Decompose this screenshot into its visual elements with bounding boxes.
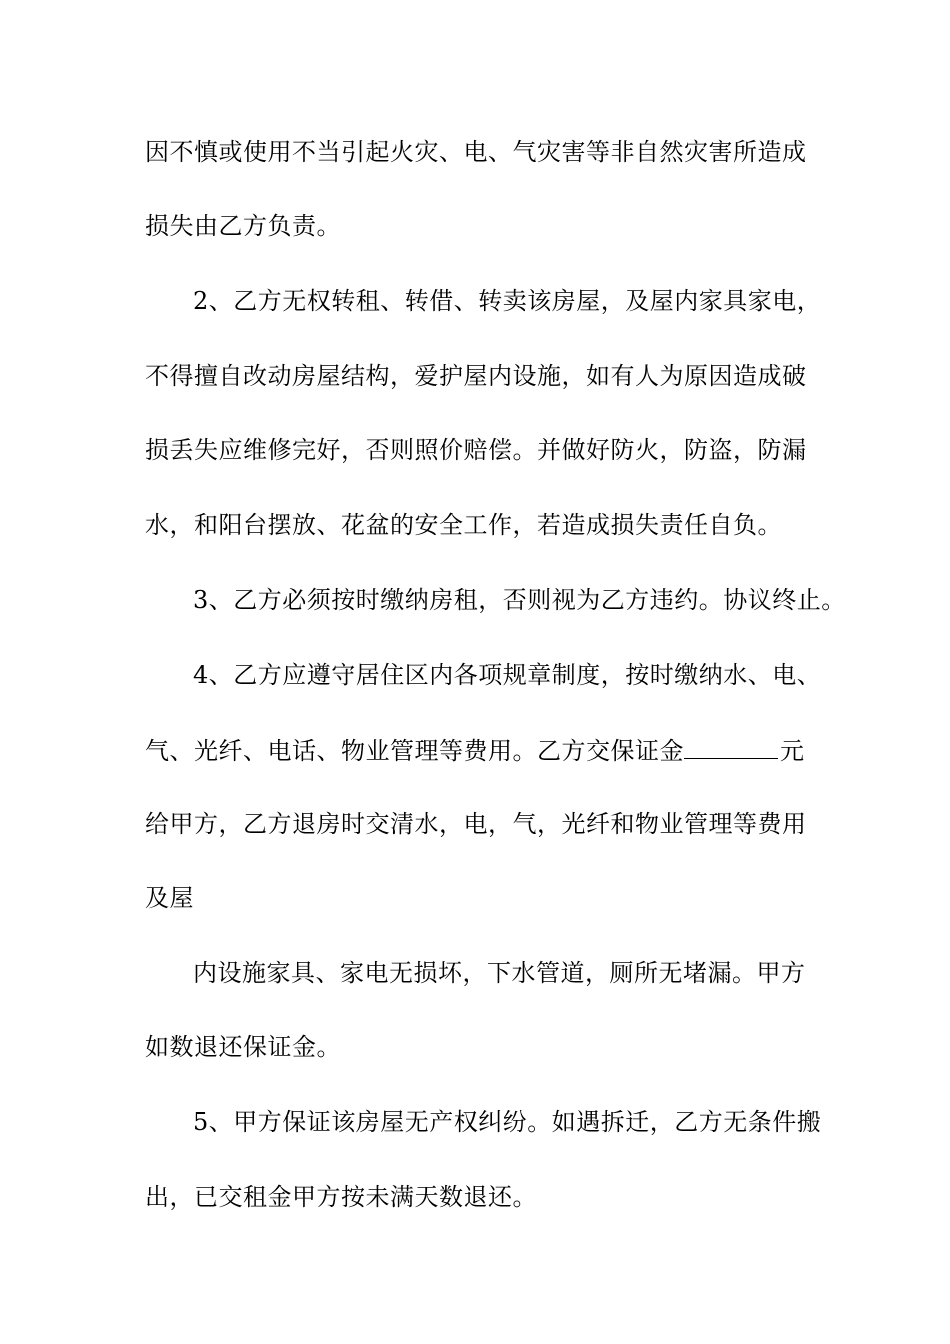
text-line: 如数退还保证金。 [145, 1033, 341, 1061]
text-line: 给甲方，乙方退房时交清水，电，气，光纤和物业管理等费用 [145, 810, 807, 838]
paragraph-5-start: 5、甲方保证该房屋无产权纠纷。如遇拆迁，乙方无条件搬 [193, 1108, 822, 1136]
paragraph-3: 3、乙方必须按时缴纳房租，否则视为乙方违约。协议终止。 [193, 586, 846, 614]
text-line: 出，已交租金甲方按未满天数退还。 [145, 1183, 537, 1211]
text-line: 损失由乙方负责。 [145, 212, 341, 240]
text-line: 损丢失应维修完好，否则照价赔偿。并做好防火，防盗，防漏 [145, 436, 807, 464]
deposit-text: 气、光纤、电话、物业管理等费用。乙方交保证金 [145, 737, 684, 765]
text-line: 因不慎或使用不当引起火灾、电、气灾害等非自然灾害所造成 [145, 138, 807, 166]
paragraph-4-start: 4、乙方应遵守居住区内各项规章制度，按时缴纳水、电、 [193, 661, 822, 689]
deposit-line [145, 734, 805, 766]
text-line-indented: 内设施家具、家电无损坏，下水管道，厕所无堵漏。甲方 [193, 959, 806, 987]
currency-unit: 元 [780, 737, 805, 765]
text-line: 及屋 [145, 884, 194, 912]
paragraph-2-start: 2、乙方无权转租、转借、转卖该房屋，及屋内家具家电， [193, 287, 822, 315]
text-line: 不得擅自改动房屋结构，爱护屋内设施，如有人为原因造成破 [145, 362, 807, 390]
text-line: 水，和阳台摆放、花盆的安全工作，若造成损失责任自负。 [145, 511, 782, 539]
deposit-amount-blank [684, 734, 778, 759]
